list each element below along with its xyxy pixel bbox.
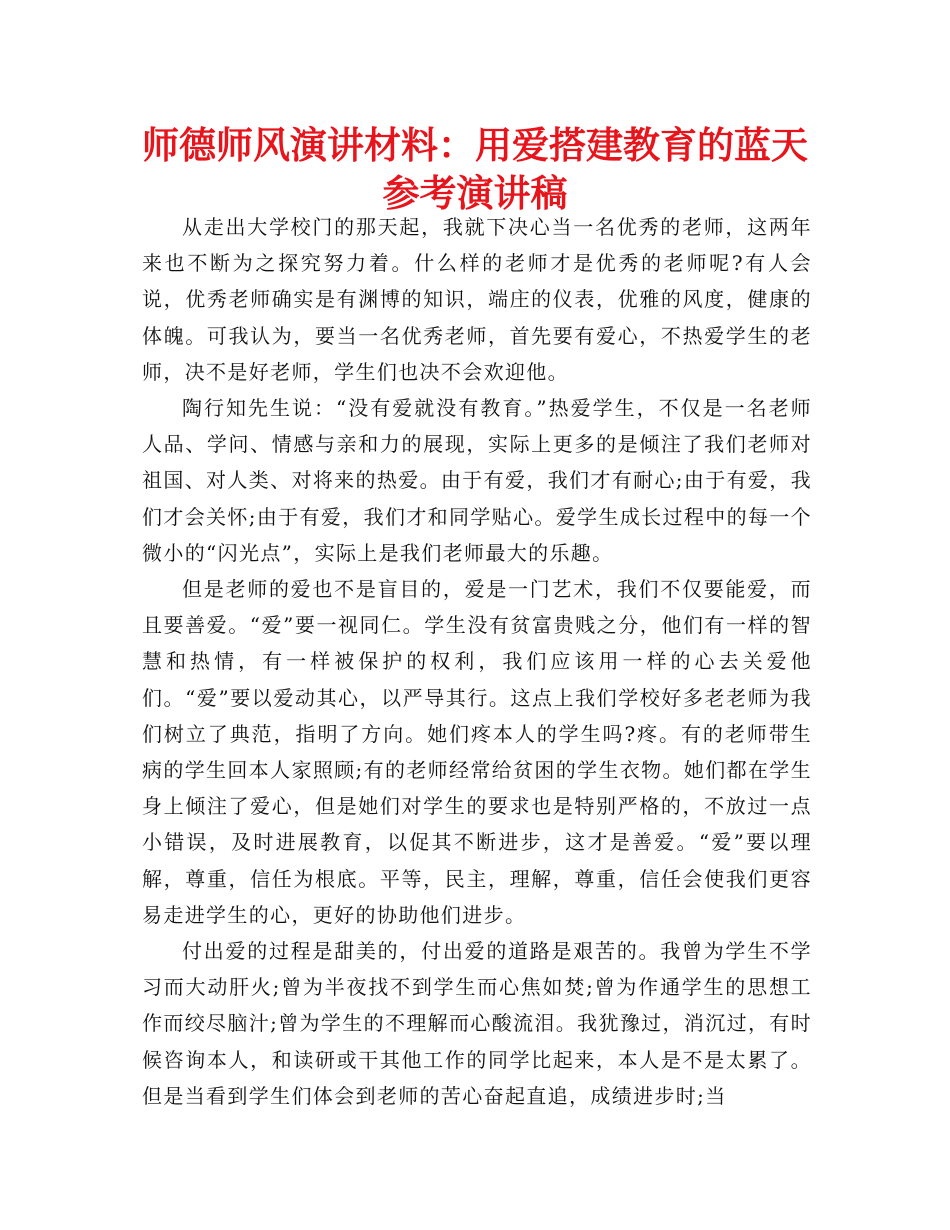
document-title-line-1: 师德师风演讲材料：用爱搭建教育的蓝天 [142, 124, 808, 167]
paragraph-4: 付出爱的过程是甜美的，付出爱的道路是艰苦的。我曾为学生不学习而大动肝火;曾为半夜找不到学生而心焦如焚;曾为作通学生的思想工作而绞尽脑汁;曾为学生的不理解而心酸流泪。我犹豫过，消沉过，有时候咨询本人，和读研或干其他工作的同学比起来，本人是不是太累了。但是当看到学生们体会到老师的苦心奋起直追，成绩进步时;当 [142, 939, 812, 1108]
paragraph-2: 陶行知先生说：“没有爱就没有教育。”热爱学生，不仅是一名老师人品、学问、情感与亲和力的展现，实际上更多的是倾注了我们老师对祖国、对人类、对将来的热爱。由于有爱，我们才有耐心;由于有爱，我们才会关怀;由于有爱，我们才和同学贴心。爱学生成长过程中的每一个微小的“闪光点”，实际上是我们老师最大的乐趣。 [142, 396, 812, 565]
paragraph-3: 但是老师的爱也不是盲目的，爱是一门艺术，我们不仅要能爱，而且要善爱。“爱”要一视同仁。学生没有贫富贵贱之分，他们有一样的智慧和热情，有一样被保护的权利，我们应该用一样的心去关爱他们。“爱”要以爱动其心，以严导其行。这点上我们学校好多老老师为我们树立了典范，指明了方向。她们疼本人的学生吗?疼。有的老师带生病的学生回本人家照顾;有的老师经常给贫困的学生衣物。她们都在学生身上倾注了爱心，但是她们对学生的要求也是特别严格的，不放过一点小错误，及时进展教育，以促其不断进步，这才是善爱。“爱”要以理解，尊重，信任为根底。平等，民主，理解，尊重，信任会使我们更容易走进学生的心，更好的协助他们进步。 [142, 577, 812, 927]
document-body [142, 209, 812, 1114]
document-title-line-2: 参考演讲稿 [382, 172, 568, 215]
paragraph-1: 从走出大学校门的那天起，我就下决心当一名优秀的老师，这两年来也不断为之探究努力着。什么样的老师才是优秀的老师呢?有人会说，优秀老师确实是有渊博的知识，端庄的仪表，优雅的风度，健康的体魄。可我认为，要当一名优秀老师，首先要有爱心，不热爱学生的老师，决不是好老师，学生们也决不会欢迎他。 [142, 215, 812, 384]
